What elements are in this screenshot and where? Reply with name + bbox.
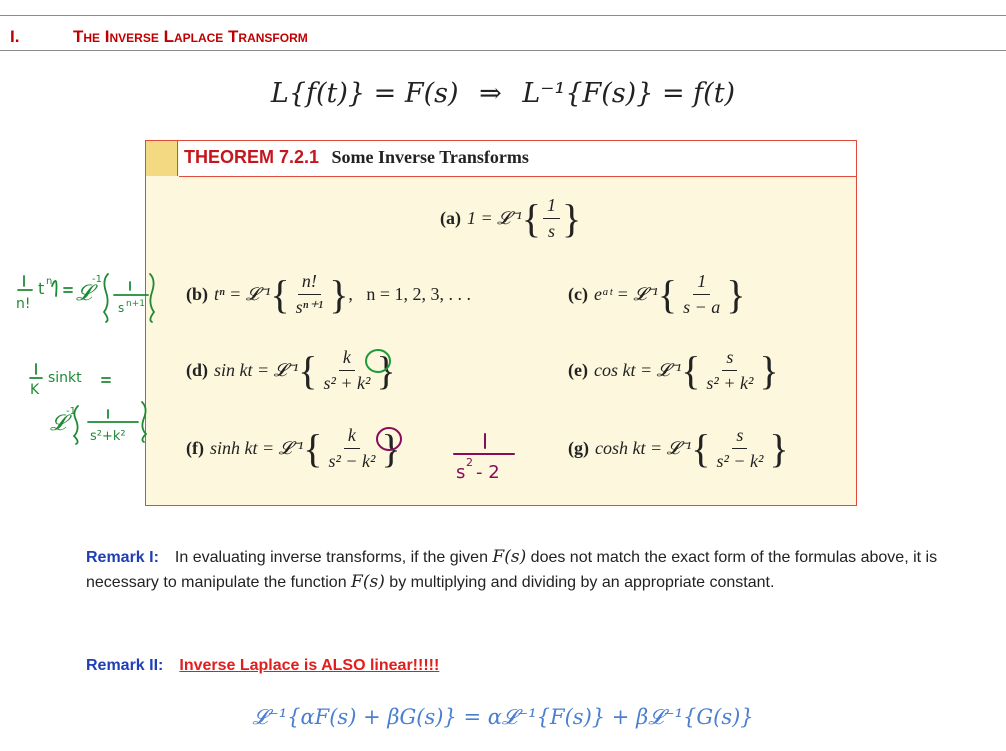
theorem-tab — [146, 141, 178, 176]
remark-1: Remark I: In evaluating inverse transforms, if the given F(s) does not match the exact form of the formulas above, it is necessary to manipulate the function F(s) by multiplying and dividing by an appropriate constant. — [86, 547, 938, 592]
section-rule — [0, 50, 1006, 51]
main-equation — [0, 78, 1006, 109]
section-title: The Inverse Laplace Transform — [73, 27, 308, 46]
handwritten-note-1 — [12, 268, 157, 329]
formula-f: (f) sinh kt = 𝓛⁻¹ { $\frac{k}{\text{s² − k²}}$ } — [186, 425, 401, 471]
section-heading — [10, 27, 308, 47]
handwriting-tn-over-nfact — [12, 268, 157, 324]
remark-2-label: Remark II: — [86, 657, 164, 674]
svg-text:s²+k²: s²+k² — [90, 429, 126, 444]
svg-text:𝓛: 𝓛 — [50, 411, 66, 436]
remark-1-label: Remark I: — [86, 549, 159, 566]
svg-text:2: 2 — [466, 456, 473, 469]
theorem-name: Some Inverse Transforms — [331, 147, 529, 167]
handwriting-sinkt-over-k — [26, 360, 161, 445]
handwritten-note-f — [452, 432, 522, 489]
svg-text:s: s — [456, 462, 466, 483]
formula-g: (g) cosh kt = 𝓛⁻¹ { $\frac{s}{\text{s² − k²}}$ } — [568, 425, 789, 471]
main-eq-right: L⁻¹{F(s)} = f(t) — [522, 78, 736, 109]
svg-text:n!: n! — [16, 296, 31, 312]
circle-annotation-f — [374, 425, 404, 458]
formula-b: (b) tⁿ = 𝓛⁻¹ { $\frac{n!}{\text{sⁿ⁺¹}}$ } , n = 1, 2, 3, . . . — [186, 271, 472, 317]
remark-2 — [86, 653, 439, 678]
svg-text:-1: -1 — [66, 406, 76, 417]
svg-text:sinkt: sinkt — [48, 370, 82, 386]
formula-e: (e) cos kt = 𝓛⁻¹ { $\frac{s}{\text{s² + k²}}$ } — [568, 347, 779, 393]
main-eq-left: L{f(t)} = F(s) — [270, 78, 459, 109]
circled-k-d: k — [339, 347, 355, 371]
svg-text:- 2: - 2 — [476, 462, 500, 483]
top-rule — [0, 15, 1006, 16]
svg-text:n+1: n+1 — [126, 299, 145, 309]
handwriting-fraction — [452, 432, 522, 484]
svg-text:n: n — [46, 276, 53, 287]
svg-text:t: t — [38, 279, 45, 298]
formula-c: (c) eᵃᵗ = 𝓛⁻¹ { $\frac{1}{s - a}$ } — [568, 271, 746, 317]
formula-d: (d) sin kt = 𝓛⁻¹ { $\frac{k}{\text{s² + k²}}$ } — [186, 347, 396, 393]
theorem-title — [184, 147, 529, 168]
formula-a: (a) 1 = 𝓛⁻¹ { $\frac{1}{s}$ } — [440, 195, 582, 241]
linear-note: Inverse Laplace is ALSO linear!!!!! — [179, 657, 440, 674]
svg-text:s: s — [118, 301, 125, 315]
circled-k-f: k — [344, 425, 360, 449]
svg-text:K: K — [30, 382, 40, 398]
section-number: I. — [10, 27, 20, 46]
linearity-equation: 𝓛⁻¹{αF(s) + βG(s)} = α𝓛⁻¹{F(s)} + β𝓛⁻¹{G(s)} — [252, 705, 754, 729]
implies-arrow: ⇒ — [479, 78, 502, 109]
theorem-label: THEOREM 7.2.1 — [184, 147, 320, 167]
circle-annotation-d — [363, 347, 393, 380]
svg-text:-1: -1 — [92, 274, 102, 285]
handwritten-note-2 — [26, 360, 161, 450]
svg-text:𝓛: 𝓛 — [76, 281, 92, 306]
